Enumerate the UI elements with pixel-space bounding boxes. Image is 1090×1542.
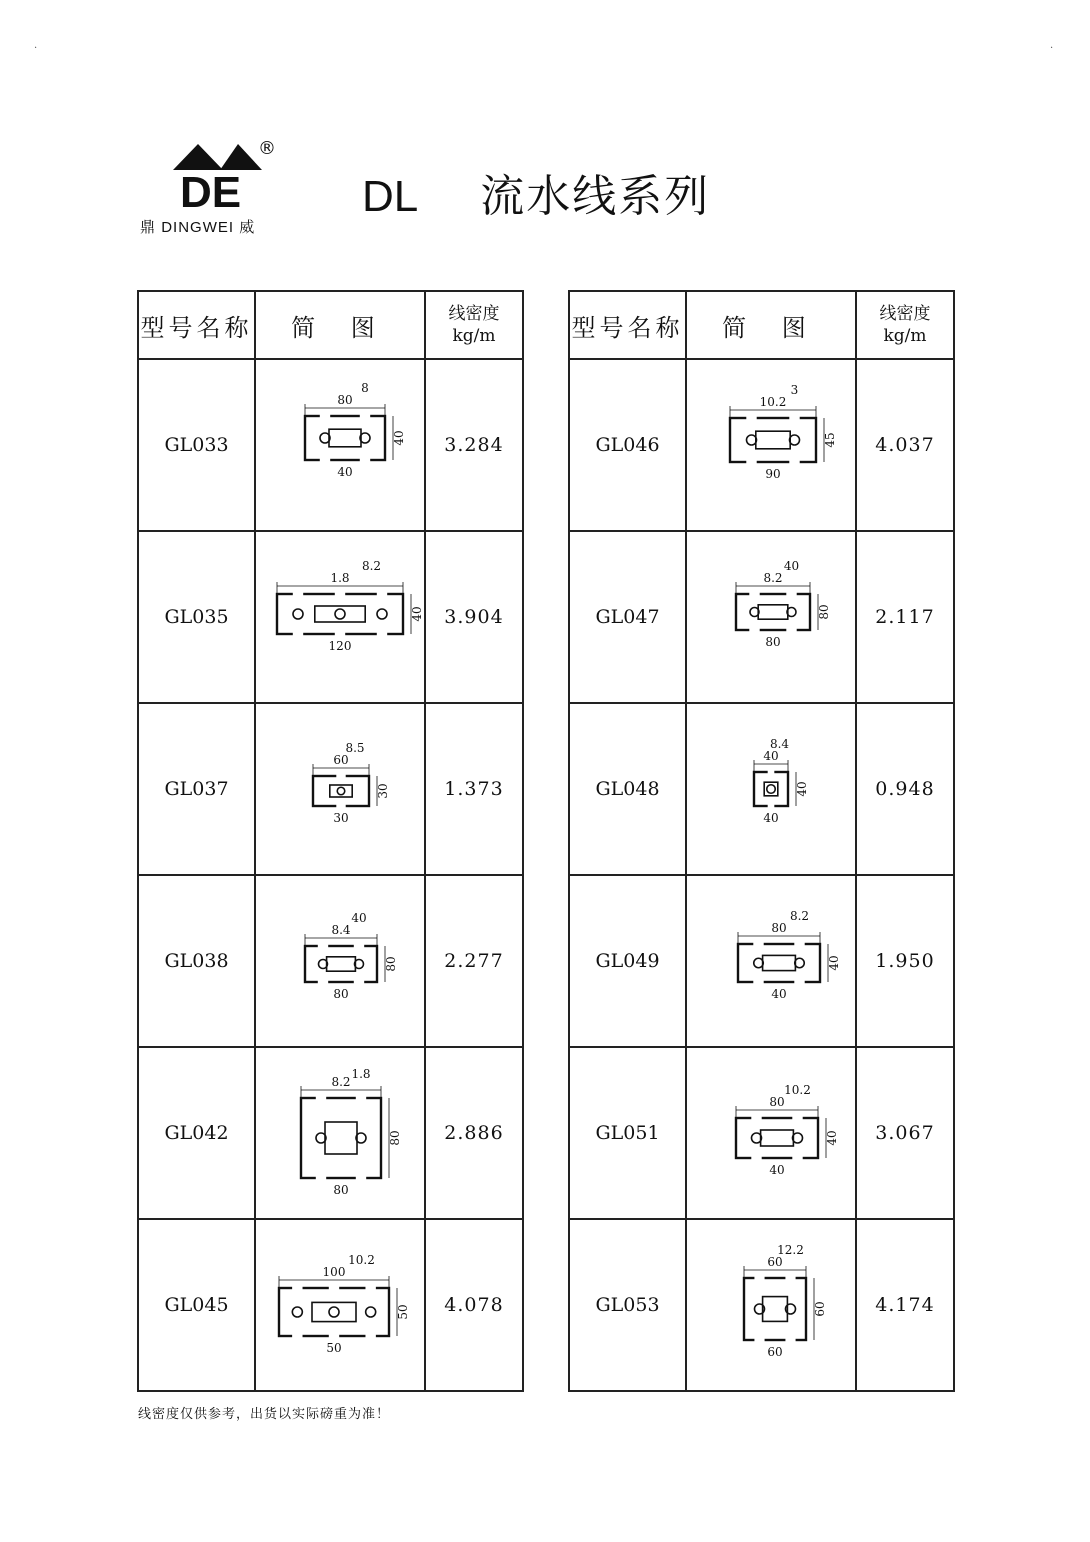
table-row	[569, 359, 954, 531]
profile-slot	[330, 1287, 338, 1293]
model-name: GL049	[569, 875, 686, 1047]
profile-drawing	[696, 1240, 846, 1370]
profile-slot	[794, 1117, 802, 1123]
dimension-label: 60	[813, 1301, 827, 1317]
density-value: 4.174	[856, 1219, 954, 1391]
dimension-label: 10.2	[759, 395, 787, 409]
profile-slot	[367, 1331, 375, 1337]
profile-core	[761, 1130, 794, 1146]
header-diagram: 简 图	[255, 291, 425, 359]
table-row	[569, 703, 954, 875]
profile-drawing	[265, 1068, 415, 1198]
profile-diagram	[686, 703, 856, 875]
density-value: 3.284	[425, 359, 523, 531]
profile-outline	[305, 416, 385, 460]
dimension-label: 8.4	[331, 923, 351, 937]
table-row	[138, 359, 523, 531]
corner-mark: .	[34, 40, 38, 51]
dimension-label: 40	[763, 749, 779, 763]
profile-diagram	[686, 875, 856, 1047]
profile-slot	[794, 1153, 802, 1159]
dimension-label: 80	[337, 393, 353, 407]
dimension-label: 50	[396, 1304, 410, 1320]
model-name: GL045	[138, 1219, 255, 1391]
dimension-label: 80	[384, 956, 398, 972]
profile-slot	[788, 625, 796, 631]
profile-outline	[301, 1098, 381, 1178]
left-spec-table	[137, 290, 524, 1392]
profile-core	[763, 955, 796, 970]
dimension-label: 8.5	[345, 741, 365, 755]
profile-diagram	[686, 1219, 856, 1391]
table-row	[138, 1047, 523, 1219]
density-value: 4.078	[425, 1219, 523, 1391]
profile-drawing	[696, 1068, 846, 1198]
profile-slot	[788, 593, 796, 599]
profile-slot	[769, 771, 773, 777]
model-name: GL033	[138, 359, 255, 531]
density-value: 4.037	[856, 359, 954, 531]
profile-slot	[787, 1335, 795, 1341]
profile-slot	[357, 1097, 365, 1103]
profile-core	[325, 1122, 357, 1154]
profile-hole	[293, 609, 303, 619]
profile-slot	[336, 593, 344, 599]
logo-letters: DE	[180, 168, 242, 217]
profile-slot	[755, 943, 763, 949]
profile-diagram	[686, 531, 856, 703]
dimension-label: 45	[823, 432, 837, 448]
dimension-label: 8.2	[331, 1075, 351, 1089]
profile-slot	[748, 457, 756, 463]
profile-slot	[293, 1287, 301, 1293]
profile-diagram	[255, 359, 425, 531]
dimension-label: 8.2	[361, 559, 382, 573]
model-name: GL038	[138, 875, 255, 1047]
dimension-label: 80	[333, 987, 349, 1001]
profile-slot	[378, 629, 386, 635]
profile-slot	[319, 977, 327, 983]
profile-slot	[756, 1277, 764, 1283]
profile-slot	[796, 943, 804, 949]
dimension-label: 40	[392, 430, 406, 446]
model-name: GL037	[138, 703, 255, 875]
dimension-label: 60	[767, 1345, 783, 1359]
model-name: GL051	[569, 1047, 686, 1219]
dimension-label: 40	[351, 911, 367, 925]
profile-outline	[305, 946, 377, 982]
profile-drawing	[265, 724, 415, 854]
density-value: 2.277	[425, 875, 523, 1047]
dimension-label: 90	[765, 467, 781, 481]
dimension-label: 8.2	[789, 909, 810, 923]
registered-mark: ®	[258, 138, 276, 159]
profile-slot	[293, 1331, 301, 1337]
dimension-label: 40	[825, 1130, 839, 1146]
table-row	[569, 1047, 954, 1219]
header-diagram: 简 图	[686, 291, 856, 359]
dimension-label: 40	[827, 955, 841, 971]
profile-hole	[377, 609, 387, 619]
profile-outline	[736, 1118, 818, 1158]
profile-slot	[330, 1331, 338, 1337]
profile-hole	[329, 1307, 339, 1317]
dimension-label: 40	[410, 606, 424, 622]
profile-core	[329, 429, 361, 447]
dimension-label: 60	[767, 1255, 783, 1269]
dimension-label: 80	[388, 1130, 402, 1146]
table-row	[138, 703, 523, 875]
profile-drawing	[696, 724, 846, 854]
dimension-label: 80	[817, 604, 831, 620]
density-value: 2.117	[856, 531, 954, 703]
dimension-label: 40	[771, 987, 787, 1001]
table-row	[138, 875, 523, 1047]
profile-slot	[791, 417, 799, 423]
profile-hole	[292, 1307, 302, 1317]
profile-diagram	[255, 531, 425, 703]
table-row	[569, 1219, 954, 1391]
profile-slot	[319, 945, 327, 951]
dimension-label: 40	[763, 811, 779, 825]
profile-slot	[355, 945, 363, 951]
profile-drawing	[265, 896, 415, 1026]
profile-drawing	[265, 1240, 415, 1370]
dimension-label: 40	[769, 1163, 785, 1177]
profile-outline	[736, 594, 810, 630]
profile-diagram	[686, 1047, 856, 1219]
profile-slot	[294, 593, 302, 599]
dimension-label: 8.2	[763, 571, 783, 585]
profile-drawing	[696, 552, 846, 682]
profile-diagram	[255, 1047, 425, 1219]
profile-hole	[335, 609, 345, 619]
profile-slot	[751, 593, 759, 599]
table-row	[138, 1219, 523, 1391]
right-spec-table	[568, 290, 955, 1392]
profile-slot	[755, 977, 763, 983]
table-row	[569, 531, 954, 703]
dimension-label: 10.2	[348, 1253, 375, 1267]
profile-drawing	[696, 896, 846, 1026]
density-value: 2.886	[425, 1047, 523, 1219]
profile-slot	[294, 629, 302, 635]
profile-slot	[361, 455, 369, 461]
profile-slot	[367, 1287, 375, 1293]
profile-core	[312, 1302, 356, 1321]
profile-diagram	[686, 359, 856, 531]
model-name: GL053	[569, 1219, 686, 1391]
table-row	[569, 875, 954, 1047]
dimension-label: 10.2	[784, 1083, 811, 1097]
dimension-label: 50	[326, 1341, 342, 1355]
profile-slot	[753, 1153, 761, 1159]
density-value: 0.948	[856, 703, 954, 875]
profile-slot	[787, 1277, 795, 1283]
profile-slot	[357, 1173, 365, 1179]
dimension-label: 80	[333, 1183, 349, 1197]
model-name: GL048	[569, 703, 686, 875]
profile-slot	[321, 415, 329, 421]
density-value: 1.950	[856, 875, 954, 1047]
profile-slot	[361, 415, 369, 421]
profile-hole	[366, 1307, 376, 1317]
header-density: 线密度 kg/m	[856, 291, 954, 359]
dimension-label: 100	[322, 1265, 346, 1279]
profile-hole	[337, 787, 345, 795]
header-density: 线密度 kg/m	[425, 291, 523, 359]
profile-drawing	[696, 380, 846, 510]
profile-diagram	[255, 875, 425, 1047]
brand-name: 鼎 DINGWEI 威	[140, 219, 256, 236]
dimension-label: 80	[765, 635, 781, 649]
dimension-label: 8	[361, 381, 369, 395]
header-model: 型号名称	[138, 291, 255, 359]
dimension-label: 12.2	[777, 1243, 804, 1257]
profile-outline	[279, 1288, 389, 1336]
model-name: GL046	[569, 359, 686, 531]
corner-mark: .	[1050, 40, 1054, 51]
model-name: GL042	[138, 1047, 255, 1219]
dimension-label: 1.8	[351, 1067, 371, 1081]
density-value: 3.067	[856, 1047, 954, 1219]
profile-core	[327, 957, 356, 971]
dimension-label: 80	[771, 921, 787, 935]
profile-slot	[753, 1117, 761, 1123]
profile-slot	[321, 455, 329, 461]
dimension-label: 40	[783, 559, 800, 573]
model-name: GL035	[138, 531, 255, 703]
profile-slot	[338, 801, 345, 807]
dimension-label: 8.4	[769, 737, 790, 751]
profile-outline	[744, 1278, 806, 1340]
profile-hole	[767, 785, 776, 794]
dimension-label: 60	[333, 753, 349, 767]
title-code: DL	[362, 172, 419, 221]
profile-slot	[355, 977, 363, 983]
table-row	[138, 531, 523, 703]
dimension-label: 40	[337, 465, 353, 479]
profile-outline	[730, 418, 816, 462]
profile-slot	[751, 625, 759, 631]
dimension-label: 30	[333, 811, 349, 825]
header-model: 型号名称	[569, 291, 686, 359]
density-value: 3.904	[425, 531, 523, 703]
dimension-label: 120	[328, 639, 352, 653]
dimension-label: 40	[795, 781, 809, 797]
dimension-label: 80	[769, 1095, 785, 1109]
profile-diagram	[255, 703, 425, 875]
profile-core	[763, 1297, 788, 1322]
profile-core	[756, 431, 790, 449]
profile-slot	[378, 593, 386, 599]
density-value: 1.373	[425, 703, 523, 875]
profile-slot	[338, 775, 345, 781]
model-name: GL047	[569, 531, 686, 703]
profile-slot	[756, 1335, 764, 1341]
profile-slot	[748, 417, 756, 423]
profile-slot	[791, 457, 799, 463]
profile-slot	[336, 629, 344, 635]
profile-slot	[317, 1097, 325, 1103]
page-title	[362, 160, 710, 224]
profile-outline	[738, 944, 820, 982]
title-series: 流水线系列	[480, 172, 711, 221]
dimension-label: 1.8	[330, 571, 350, 585]
profile-drawing	[265, 380, 415, 510]
dimension-label: 3	[790, 383, 799, 397]
profile-drawing	[265, 552, 424, 682]
profile-slot	[796, 977, 804, 983]
dimension-label: 30	[376, 783, 390, 799]
profile-slot	[769, 801, 773, 807]
profile-core	[758, 605, 788, 619]
profile-slot	[317, 1173, 325, 1179]
profile-diagram	[255, 1219, 425, 1391]
footnote: 线密度仅供参考，出货以实际磅重为准！	[138, 1407, 391, 1422]
